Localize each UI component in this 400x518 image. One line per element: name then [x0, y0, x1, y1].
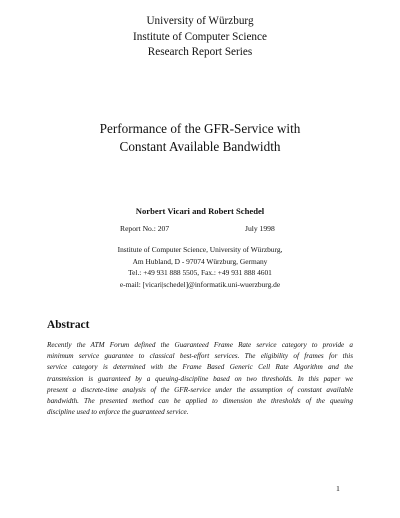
abstract-line: Recently the ATM Forum defined the Guaranteed Frame Rate service category to provide a	[47, 341, 353, 349]
address-line-3: Tel.: +49 931 888 5505, Fax.: +49 931 888 4601	[128, 268, 272, 277]
abstract-line: present a discrete-time analysis of the GFR-service under the assumption of constant available	[47, 385, 353, 394]
abstract-line: transmission is guaranteed by a queuing-discipline based on two thresholds. In this paper we	[47, 374, 353, 383]
abstract-line: discipline used to enforce the guaranteed service.	[47, 408, 189, 417]
authors: Norbert Vicari and Robert Schedel	[135, 206, 265, 216]
abstract-line: minimum service guarantee to classical best-effort services. The eligibility of frames for this	[47, 352, 353, 361]
address-line-2: Am Hubland, D - 97074 Würzburg, Germany	[132, 256, 268, 266]
abstract-heading: Abstract	[47, 319, 90, 331]
page-number: 1	[336, 484, 340, 493]
paper-title	[0, 120, 400, 156]
author-address	[0, 244, 400, 290]
title-line-2: Constant Available Bandwidth	[119, 139, 281, 154]
report-date: July 1998	[245, 224, 275, 233]
address-line-1: Institute of Computer Science, University of Würzburg,	[117, 245, 283, 254]
institution-header	[0, 14, 400, 61]
abstract-line: service category is determined with the Frame Based Generic Cell Rate Algorithm and the	[47, 363, 353, 372]
abstract-body	[47, 340, 353, 418]
abstract-line: bandwidth. The presented method can be applied to dimension the thresholds of the queuing	[47, 397, 353, 406]
title-line-1: Performance of the GFR-Service with	[99, 121, 301, 136]
report-series: Research Report Series	[147, 46, 253, 58]
university-name: University of Würzburg	[146, 15, 254, 27]
institute-name: Institute of Computer Science	[133, 30, 267, 43]
address-email: e-mail: [vicari|schedel]@informatik.uni-wuerzburg.de	[119, 279, 281, 289]
report-number: Report No.: 207	[120, 224, 170, 233]
